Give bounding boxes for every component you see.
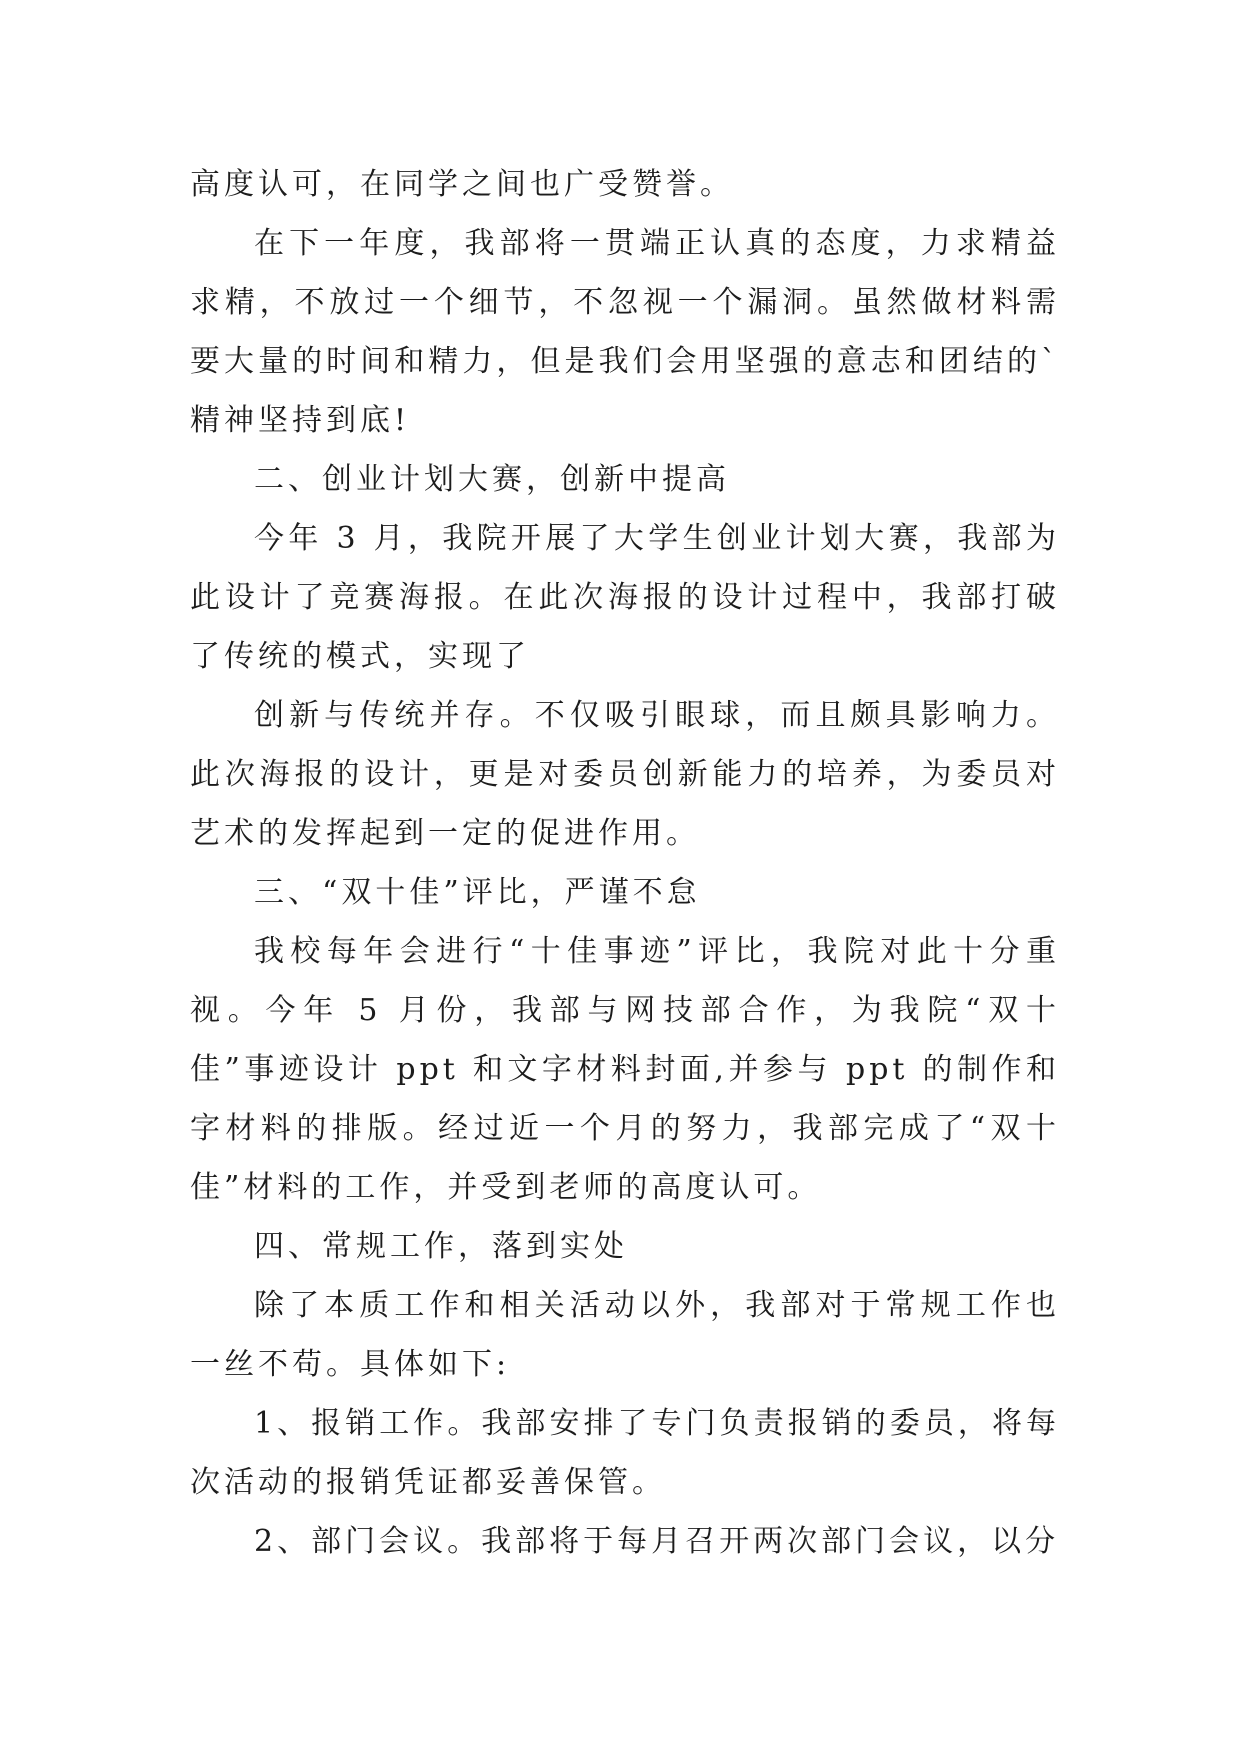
paragraph: 今年 3 月，我院开展了大学生创业计划大赛，我部为此设计了竞赛海报。在此次海报的设计过程中，我部打破了传统的模式，实现了 — [190, 521, 1060, 674]
list-item: 2、部门会议。我部将于每月召开两次部门会议，以分 — [254, 1524, 1060, 1559]
paragraph: 我校每年会进行“十佳事迹”评比，我院对此十分重视。今年 5 月份，我部与网技部合作，为我院“双十佳”事迹设计 ppt 和文字材料封面,并参与 ppt 的制作和字材料的排版。经过近一个月的努力，我部完成了“双十佳”材料的工作，并受到老师的高度认可。 — [190, 934, 1060, 1205]
section-heading: 三、“双十佳”评比，严谨不怠 — [254, 875, 701, 910]
paragraph: 高度认可，在同学之间也广受赞誉。 — [190, 167, 734, 202]
list-item: 1、报销工作。我部安排了专门负责报销的委员，将每次活动的报销凭证都妥善保管。 — [190, 1406, 1060, 1500]
section-heading: 四、常规工作，落到实处 — [254, 1229, 628, 1264]
section-heading: 二、创业计划大赛，创新中提高 — [254, 462, 730, 497]
paragraph: 创新与传统并存。不仅吸引眼球，而且颇具影响力。此次海报的设计，更是对委员创新能力的培养，为委员对艺术的发挥起到一定的促进作用。 — [190, 698, 1060, 851]
paragraph: 在下一年度，我部将一贯端正认真的态度，力求精益求精，不放过一个细节，不忽视一个漏洞。虽然做材料需要大量的时间和精力，但是我们会用坚强的意志和团结的`精神坚持到底! — [190, 226, 1060, 438]
paragraph: 除了本质工作和相关活动以外，我部对于常规工作也一丝不苟。具体如下: — [190, 1288, 1060, 1382]
document-body — [190, 155, 1060, 1571]
